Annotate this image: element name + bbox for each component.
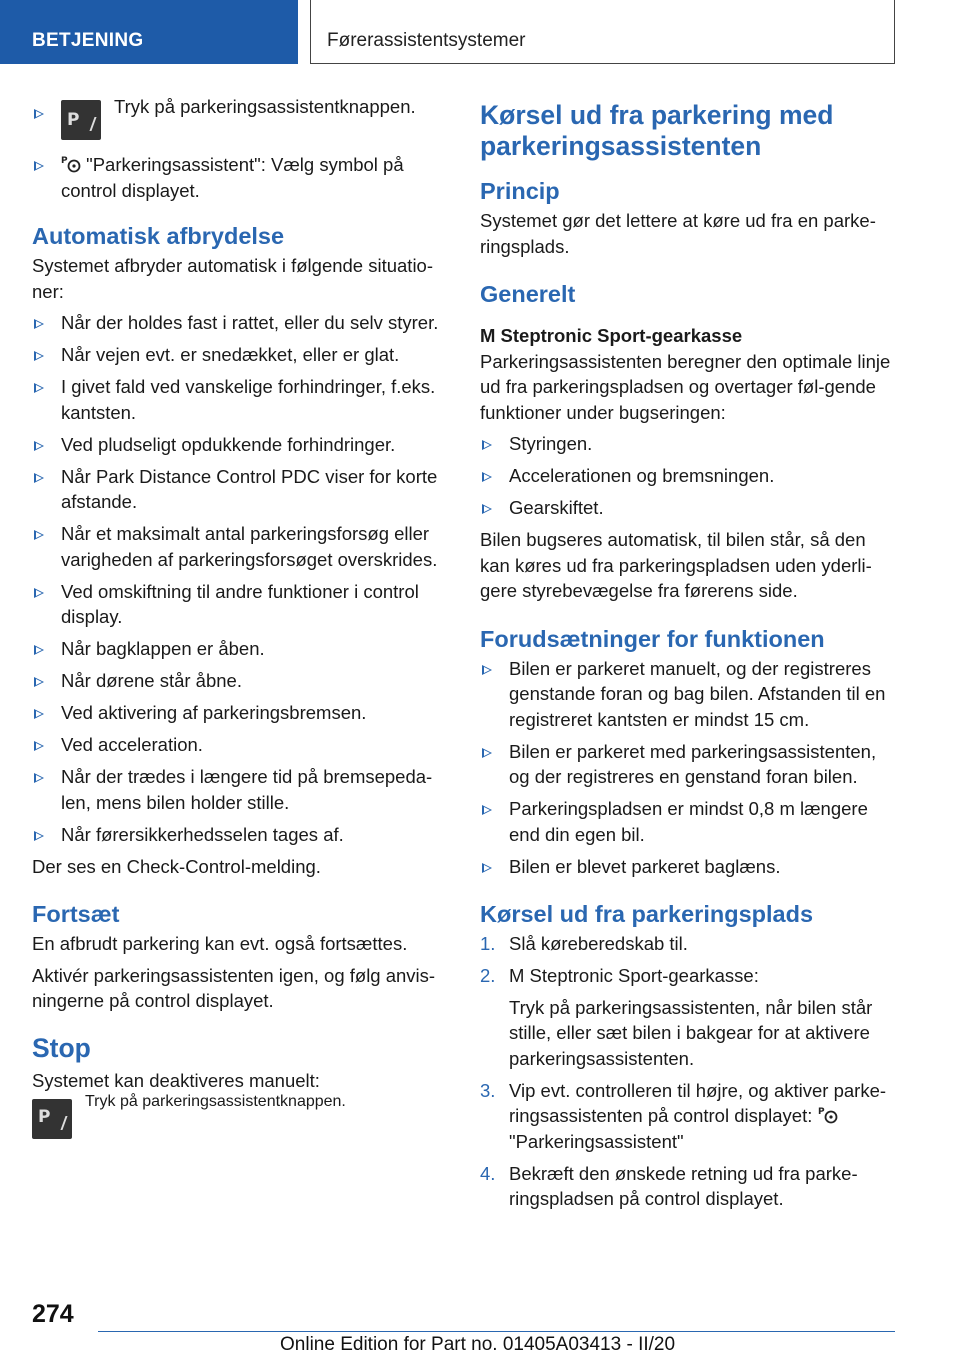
heading-stop: Stop	[32, 1032, 91, 1063]
section-title-exit-parking: Kørsel ud fra parkering med parkeringsassistenten	[480, 100, 834, 161]
parking-assistant-symbol-icon	[818, 1105, 838, 1125]
chapter-title: Førerassistentsystemer	[327, 30, 526, 51]
list-item: Bilen er parkeret manuelt, og der registreres genstande foran og bag bilen. Afstanden til en registreret kantsten er mindst 15 cm.	[480, 656, 900, 733]
list-item: Styringen.	[480, 431, 900, 457]
requirements-list	[480, 656, 900, 880]
list-item: Gearskiftet.	[480, 495, 900, 521]
bullet-icon	[482, 805, 492, 815]
heading-automatic-stop: Automatisk afbrydelse	[32, 223, 285, 249]
step-tail-text: "Parkeringsassistent"	[509, 1130, 684, 1152]
heading-requirements: Forudsætninger for funktionen	[480, 625, 825, 652]
general-list	[480, 431, 900, 521]
bullet-icon	[34, 441, 44, 451]
right-column	[480, 100, 900, 1218]
step-number: 3.	[480, 1079, 496, 1101]
list-item: Når et maksimalt antal parkeringsforsøg eller varigheden af parkeringsforsøget overskrides.	[32, 521, 448, 572]
list-item: Bilen er blevet parkeret baglæns.	[480, 854, 900, 880]
bullet-icon	[482, 440, 492, 450]
list-item: Når vejen evt. er snedækket, eller er glat.	[32, 342, 448, 368]
heading-exit-parking-space: Kørsel ud fra parkeringsplads	[480, 901, 814, 927]
bullet-icon	[482, 863, 492, 873]
step-text: Slå køreberedskab til.	[509, 933, 688, 954]
list-item: Ved aktivering af parkeringsbremsen.	[32, 700, 448, 726]
bullet-icon	[34, 677, 44, 687]
auto-stop-list	[32, 310, 448, 847]
bullet-icon	[34, 319, 44, 329]
stop-instruction-text: Tryk på parkeringsassistentknappen.	[85, 1093, 346, 1110]
list-item: Når Park Distance Control PDC viser for korte afstande.	[32, 464, 448, 515]
list-item: Når der holdes fast i rattet, eller du selv styrer.	[32, 310, 448, 336]
list-item: Når bagklappen er åben.	[32, 636, 448, 662]
bullet-icon	[34, 109, 44, 119]
bullet-icon	[482, 504, 492, 514]
footer-divider	[98, 1331, 895, 1332]
parking-assistant-button-icon: P	[61, 100, 101, 140]
stop-text: Systemet kan deaktiveres manuelt:	[32, 1069, 320, 1091]
bullet-icon	[34, 530, 44, 540]
continue-text-2: Aktivér parkeringsassistenten igen, og følg anvis-ningerne på control displayet.	[32, 964, 436, 1011]
bullet-icon	[34, 473, 44, 483]
list-item: Parkeringspladsen er mindst 0,8 m længere end din egen bil.	[480, 796, 900, 847]
bullet-icon	[482, 472, 492, 482]
step-item	[480, 963, 900, 1071]
stop-instruction	[32, 1093, 448, 1139]
step-text: Bekræft den ønskede retning ud fra parke-ringspladsen på control displayet.	[509, 1162, 858, 1209]
bullet-icon	[482, 748, 492, 758]
check-control-text: Der ses en Check-Control-melding.	[32, 855, 321, 877]
list-item: Ved pludseligt opdukkende forhindringer.	[32, 432, 448, 458]
section-title: BETJENING	[32, 30, 144, 51]
intro-text: Systemet afbryder automatisk i følgende situatio-ner:	[32, 255, 434, 302]
list-item: Bilen er parkeret med parkeringsassistenten, og der registreres en genstand foran bilen.	[480, 739, 900, 790]
general-text: Parkeringsassistenten beregner den optimale linje ud fra parkeringspladsen og overtager føl-gende funktioner under bugseringen:	[480, 350, 891, 423]
parking-assistant-button-icon: P	[32, 1099, 72, 1139]
step-number: 2.	[480, 965, 496, 986]
page-number: 274	[32, 1300, 74, 1328]
svg-text:P: P	[61, 156, 68, 166]
section-tab	[0, 0, 298, 64]
list-item: Når der trædes i længere tid på bremsepeda-len, mens bilen holder stille.	[32, 764, 448, 815]
step-item	[480, 1161, 900, 1212]
step-subtext: Tryk på parkeringsassistenten, når bilen står stille, eller sæt bilen i bakgear for at aktivere parkeringsassistenten.	[509, 996, 873, 1069]
step-number: 4.	[480, 1162, 496, 1184]
bullet-icon	[34, 709, 44, 719]
footer-edition: Online Edition for Part no. 01405A03413 - II/20	[280, 1334, 676, 1355]
continue-text-1: En afbrudt parkering kan evt. også fortsættes.	[32, 933, 408, 954]
svg-text:P: P	[817, 1107, 825, 1117]
parking-assistant-symbol-icon	[61, 154, 81, 174]
heading-continue: Fortsæt	[32, 901, 120, 927]
bullet-icon	[34, 588, 44, 598]
step-text: Vip evt. controlleren til højre, og aktiver parke-ringsassistenten på control displayet:	[509, 1079, 887, 1126]
list-item: Ved omskiftning til andre funktioner i control display.	[32, 579, 448, 630]
list-item-text: "Parkeringsassistent": Vælg symbol på control displayet.	[61, 154, 404, 201]
bullet-icon	[34, 741, 44, 751]
subheading-gearbox: M Steptronic Sport-gearkasse	[480, 325, 743, 346]
principle-text: Systemet gør det lettere at køre ud fra en parke-ringsplads.	[480, 210, 876, 257]
bullet-icon	[482, 665, 492, 675]
exit-steps-list	[480, 931, 900, 1212]
list-item: Når dørene står åbne.	[32, 668, 448, 694]
general-outro: Bilen bugseres automatisk, til bilen står, så den kan køres ud fra parkeringspladsen uden yderli-gere styrebevægelse fra førerens side.	[480, 529, 872, 601]
list-item-text: Tryk på parkeringsassistentknappen.	[114, 96, 416, 117]
step-text: M Steptronic Sport-gearkasse:	[509, 965, 759, 986]
bullet-icon	[34, 161, 44, 171]
step-item	[480, 1078, 900, 1155]
list-item: Ved acceleration.	[32, 732, 448, 758]
list-item: Når førersikkerhedsselen tages af.	[32, 822, 448, 848]
bullet-icon	[34, 351, 44, 361]
list-item: I givet fald ved vanskelige forhindringer, f.eks. kantsten.	[32, 374, 448, 425]
bullet-icon	[34, 831, 44, 841]
step-item	[480, 931, 900, 957]
step-number: 1.	[480, 933, 496, 954]
list-item	[32, 96, 448, 140]
bullet-icon	[34, 645, 44, 655]
bullet-icon	[34, 383, 44, 393]
left-column	[32, 96, 448, 1139]
list-item: Accelerationen og bremsningen.	[480, 463, 900, 489]
list-item	[32, 152, 448, 203]
heading-principle: Princip	[480, 178, 560, 204]
bullet-icon	[34, 773, 44, 783]
chapter-tab	[310, 0, 895, 64]
heading-general: Generelt	[480, 281, 576, 307]
